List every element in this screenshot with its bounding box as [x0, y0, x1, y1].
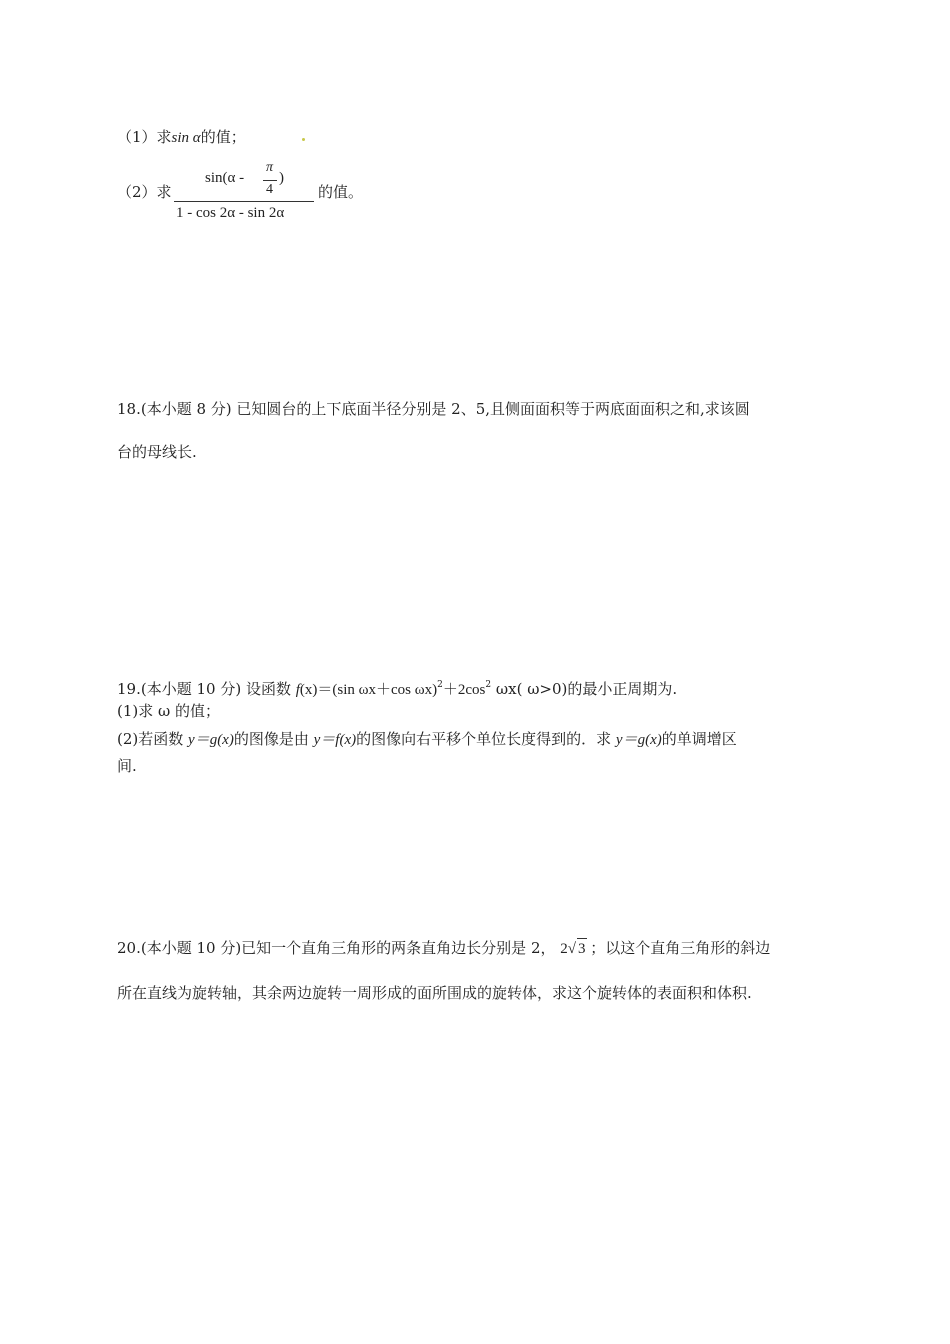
q18-line2: 台的母线长.	[117, 443, 197, 461]
q17-numerator-four: 4	[266, 182, 273, 197]
q20-line1-a: 20.(本小题 10 分)已知一个直角三角形的两条直角边长分别是 2，	[117, 939, 556, 957]
q19-tail: ωx( ω>0)的最小正周期为.	[491, 680, 678, 698]
q19-square: 2	[437, 680, 443, 690]
q17-part2-suffix: 的值。	[318, 183, 364, 201]
q19-part2-g2: y＝g(x)	[615, 732, 662, 748]
q19-part2-c: 的图像是由	[233, 730, 309, 748]
q19-square2: 2	[485, 680, 492, 690]
q17-fraction-numerator	[205, 170, 244, 187]
speck-mark	[302, 138, 305, 141]
q19-part2-e: 的图像向右平移个单位长度得到的．求	[356, 730, 612, 748]
q19-head: 19.(本小题 10 分) 设函数	[117, 680, 291, 698]
q17-numerator-pi: π	[266, 160, 274, 175]
q20-line1-b: ；以这个直角三角形的斜边	[590, 939, 771, 957]
q19-part1: (1)求 ω 的值；	[117, 702, 221, 720]
q19-equation: ＝(sin ωx＋cos ωx)	[317, 682, 438, 698]
q19-part2-cont: 间.	[117, 757, 137, 775]
q19-x: (x)	[299, 682, 318, 698]
q19-part2-g: y＝g(x)	[188, 732, 234, 748]
q17-part2-prefix: （2）求	[117, 183, 172, 201]
q17-part1-expression: sin α	[171, 130, 201, 146]
sqrt-icon: √ 3	[568, 938, 587, 959]
q20-sqrt-expression	[560, 941, 590, 957]
q17-part1	[117, 127, 246, 148]
q17-fraction-bar	[174, 201, 314, 202]
q17-part1-suffix: 的值；	[200, 128, 246, 146]
q19-f: f	[295, 682, 300, 698]
q19-part2-end: 的单调增区	[661, 730, 737, 748]
q17-part1-prefix: （1）求	[117, 128, 172, 146]
q20-coefficient: 2	[560, 941, 568, 957]
q20-line2: 所在直线为旋转轴，其余两边旋转一周形成的面所围成的旋转体，求这个旋转体的表面积和体积.	[117, 984, 752, 1002]
q20-line1	[117, 938, 770, 959]
q18-line1: 18.(本小题 8 分) 已知圆台的上下底面半径分别是 2、5,且侧面面积等于两底面面积之和,求该圆	[117, 400, 750, 418]
q17-fraction-denominator: 1 - cos 2α - sin 2α	[176, 205, 285, 221]
q17-numerator-sin: sin(α -	[205, 170, 245, 186]
q19-plus-cos: ＋2cos	[442, 682, 486, 698]
q17-numerator-close: )	[279, 170, 284, 186]
q20-radicand: 3	[577, 938, 587, 959]
q19-part2-f: y＝f(x)	[313, 732, 357, 748]
q17-inner-fraction-bar	[263, 180, 277, 181]
q19-header	[117, 675, 677, 700]
q19-part2-a: (2)若函数	[117, 730, 184, 748]
q19-part2	[117, 729, 737, 750]
